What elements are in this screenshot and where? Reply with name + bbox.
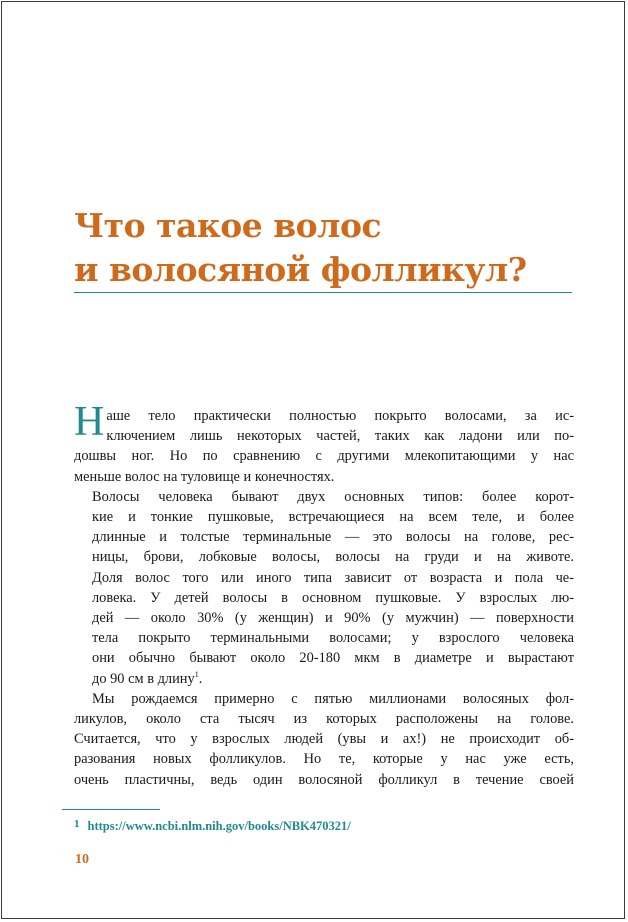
- text-line: ликулов, около ста тысяч из которых расположены на голове.: [74, 711, 574, 728]
- page-number: 10: [75, 852, 89, 867]
- text-line: Волосы человека бывают двух основных типов: более корот-: [92, 488, 574, 505]
- text-line: кие и тонкие пушковые, встречающиеся на всем теле, и более: [92, 509, 574, 526]
- footnote-divider: [62, 809, 160, 810]
- text-line: Мы рождаемся примерно с пятью миллионами волосяных фол-: [92, 690, 574, 707]
- end-punctuation: .: [198, 670, 203, 687]
- chapter-title-line-2: и волосяной фолликул?: [74, 250, 527, 289]
- body-text: [74, 399, 574, 790]
- text-line: ницы, брови, лобковые волосы, волосы на груди и на животе.: [92, 549, 574, 566]
- drop-cap: Н: [74, 399, 105, 445]
- text-line: дей — около 30% (у женщин) и 90% (у мужчин) — поверхности: [92, 610, 574, 627]
- title-underline: [74, 292, 572, 293]
- text-line: аше тело практически полностью покрыто волосами, за ис-: [106, 408, 574, 424]
- text-line: до 90 см в длину: [92, 670, 195, 687]
- footnote: [74, 818, 351, 834]
- text-line: тела покрыто терминальными волосами; у взрослого человека: [92, 630, 574, 647]
- paragraph-3: [74, 689, 574, 790]
- text-line: меньше волос на туловище и конечностях.: [74, 468, 335, 485]
- text-line: длинные и толстые терминальные — это волосы на голове, рес-: [92, 529, 574, 546]
- text-line: разования новых фолликулов. Но те, которые у нас уже есть,: [74, 751, 574, 768]
- paragraph-2: [74, 487, 574, 689]
- paragraph-1: [74, 399, 574, 487]
- chapter-title-line-1: Что такое волос: [74, 206, 382, 245]
- text-line-with-footnote: [74, 669, 574, 689]
- text-line: Доля волос того или иного типа зависит от возраста и пола че-: [92, 569, 574, 586]
- footnote-reference[interactable]: 1: [194, 669, 199, 679]
- footnote-link[interactable]: https://www.ncbi.nlm.nih.gov/books/NBK470321/: [87, 819, 351, 833]
- text-line: Считается, что у взрослых людей (увы и ах!) не происходит об-: [74, 731, 574, 748]
- text-line: они обычно бывают около 20-180 мкм в диаметре и вырастают: [92, 650, 574, 667]
- chapter-title: [74, 204, 574, 292]
- text-line: дошвы ног. Но по сравнению с другими млекопитающими у нас: [74, 448, 574, 465]
- footnote-number: 1: [74, 818, 80, 830]
- text-line: ловека. У детей волосы в основном пушковые. У взрослых лю-: [92, 589, 574, 606]
- text-line: очень пластичны, ведь один волосяной фолликул в течение своей: [74, 771, 574, 788]
- text-line: ключением лишь некоторых частей, таких как ладони или по-: [106, 428, 574, 445]
